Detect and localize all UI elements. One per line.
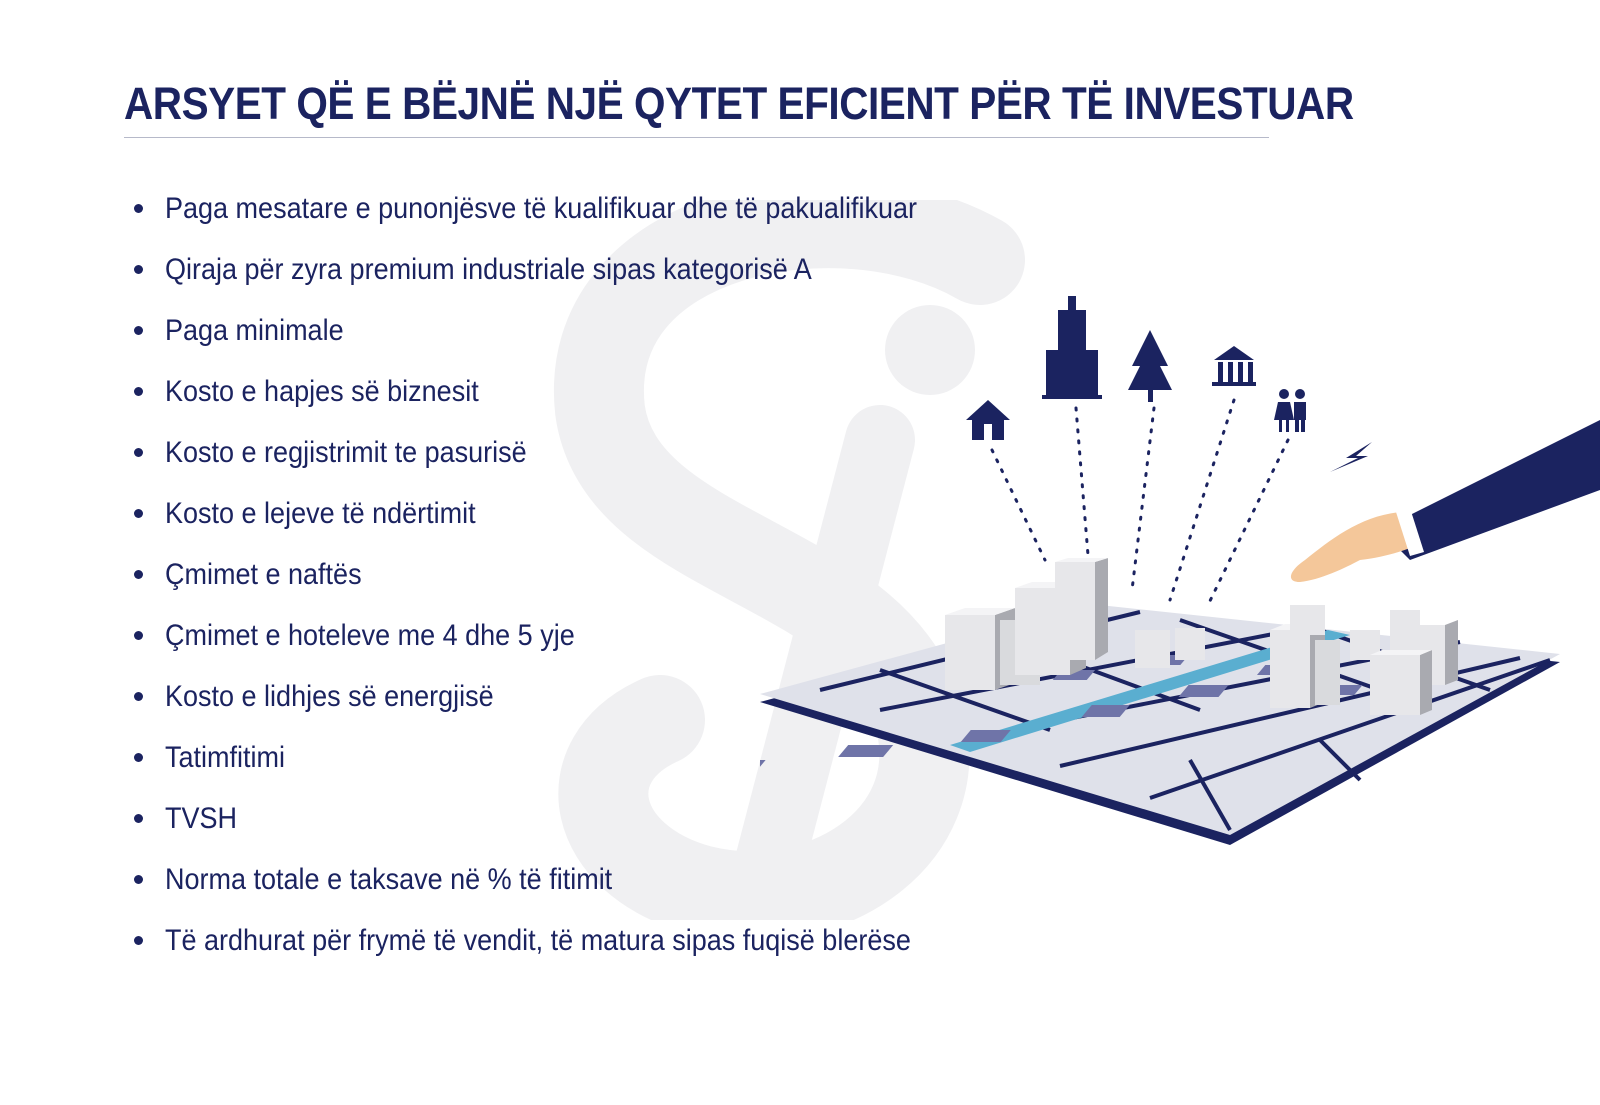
bullet-text: Kosto e regjistrimit te pasurisë: [165, 435, 527, 469]
bullet-marker: [134, 204, 143, 213]
bullet-marker: [134, 631, 143, 640]
list-item: [134, 178, 1001, 239]
lightning-icon: [1330, 442, 1372, 472]
title-divider: [124, 137, 1269, 138]
bullet-text: Kosto e lidhjes së energjisë: [165, 679, 494, 713]
family-icon: [1274, 389, 1306, 432]
list-item: [134, 666, 1001, 727]
bullet-marker: [134, 509, 143, 518]
skyscraper-icon: [1042, 296, 1102, 399]
bullet-text: TVSH: [165, 801, 238, 835]
list-item: [134, 910, 1001, 971]
list-item: [134, 300, 1001, 361]
bullet-marker: [134, 326, 143, 335]
page-title: ARSYET QË E BËJNË NJË QYTET EFICIENT PËR TË INVESTUAR: [124, 78, 1354, 129]
tree-icon: [1128, 330, 1172, 402]
bullet-marker: [134, 692, 143, 701]
bullet-marker: [134, 753, 143, 762]
bullet-marker: [134, 265, 143, 274]
bullet-text: Çmimet e naftës: [165, 557, 362, 591]
connection-lines: [992, 400, 1288, 605]
list-item: [134, 361, 1001, 422]
bullet-text: Çmimet e hoteleve me 4 dhe 5 yje: [165, 618, 575, 652]
list-item: [134, 727, 1001, 788]
list-item: [134, 483, 1001, 544]
hand-illustration: [1291, 420, 1600, 582]
list-item: [134, 605, 1001, 666]
list-item: [134, 788, 1001, 849]
bullet-text: Kosto e hapjes së biznesit: [165, 374, 479, 408]
bullet-text: Tatimfitimi: [165, 740, 286, 774]
bullet-text: Norma totale e taksave në % të fitimit: [165, 862, 613, 896]
bullet-marker: [134, 570, 143, 579]
list-item: [134, 544, 1001, 605]
bullet-list: [134, 178, 1001, 971]
bullet-marker: [134, 875, 143, 884]
bullet-text: Të ardhurat për frymë të vendit, të matura sipas fuqisë blerëse: [165, 923, 911, 957]
bullet-text: Kosto e lejeve të ndërtimit: [165, 496, 476, 530]
bullet-text: Qiraja për zyra premium industriale sipas kategorisë A: [165, 252, 812, 286]
bullet-text: Paga minimale: [165, 313, 344, 347]
bullet-marker: [134, 814, 143, 823]
list-item: [134, 422, 1001, 483]
bank-icon: [1212, 346, 1256, 386]
bullet-marker: [134, 387, 143, 396]
list-item: [134, 239, 1001, 300]
list-item: [134, 849, 1001, 910]
bullet-marker: [134, 936, 143, 945]
bullet-text: Paga mesatare e punonjësve të kualifikuar dhe të pakualifikuar: [165, 191, 917, 225]
bullet-marker: [134, 448, 143, 457]
